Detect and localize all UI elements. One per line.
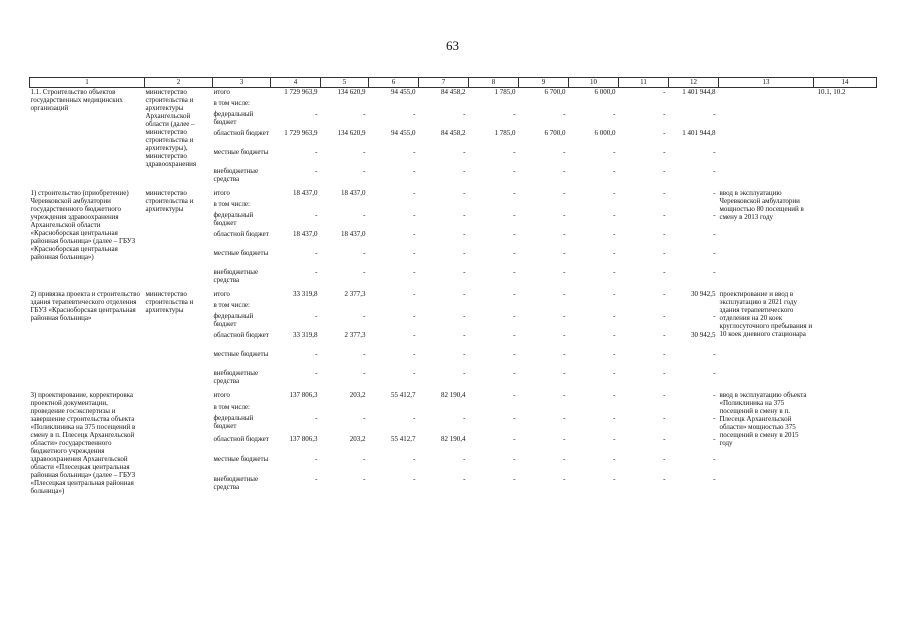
indicator-link bbox=[814, 391, 877, 495]
amount-cell: - bbox=[563, 230, 566, 238]
amount-cell: - bbox=[613, 369, 616, 377]
table-row bbox=[30, 290, 877, 301]
amount-cell: - bbox=[663, 434, 666, 443]
amount-cell: - bbox=[315, 474, 318, 483]
amount-cell: - bbox=[713, 211, 716, 219]
amount-cell: - bbox=[713, 369, 716, 377]
amount-cell: - bbox=[563, 290, 566, 298]
funding-source: внебюджетные средства bbox=[213, 369, 259, 385]
activity-name: 3) проектирование, корректировка проектной документации, проведение госэкспертизы и завершение строительства объекта «Поликлиника на 375 посещений в смену в п. Плесецк Архангельской области» государственного бюджетного учреждения здравоохранения Архангельской области «Плесецкая центральная районная больница» (далее – ГБУЗ «Плесецкая центральная районная больница») bbox=[30, 391, 136, 495]
amount-cell: - bbox=[315, 454, 318, 463]
amount-cell: - bbox=[663, 331, 666, 339]
amount-cell: - bbox=[713, 167, 716, 175]
amount-cell: - bbox=[315, 414, 318, 423]
amount-cell: - bbox=[663, 290, 666, 298]
amount-cell: - bbox=[713, 474, 716, 483]
funding-source: в том числе: bbox=[213, 99, 250, 107]
amount-cell: 137 806,3 bbox=[289, 391, 318, 399]
amount-cell: - bbox=[513, 391, 516, 399]
amount-cell: - bbox=[713, 268, 716, 276]
amount-cell: - bbox=[315, 249, 318, 257]
indicator-link bbox=[814, 189, 877, 287]
amount-cell: - bbox=[513, 350, 516, 358]
amount-cell: - bbox=[413, 312, 416, 320]
column-header: 3 bbox=[213, 78, 271, 88]
column-header: 11 bbox=[619, 78, 669, 88]
amount-cell: 203,2 bbox=[349, 434, 366, 443]
amount-cell bbox=[271, 200, 321, 211]
amount-cell bbox=[321, 200, 369, 211]
amount-cell: - bbox=[613, 268, 616, 276]
amount-cell: - bbox=[463, 350, 466, 358]
amount-cell: - bbox=[613, 414, 616, 423]
amount-cell: - bbox=[613, 350, 616, 358]
amount-cell bbox=[619, 99, 669, 110]
amount-cell bbox=[669, 403, 719, 415]
amount-cell bbox=[369, 200, 419, 211]
amount-cell: - bbox=[563, 414, 566, 423]
funding-source: внебюджетные средства bbox=[213, 167, 259, 183]
amount-cell: - bbox=[613, 434, 616, 443]
amount-cell: - bbox=[563, 189, 566, 197]
table-row bbox=[30, 391, 877, 403]
amount-cell: - bbox=[563, 167, 566, 175]
amount-cell: - bbox=[463, 312, 466, 320]
amount-cell: 2 377,3 bbox=[344, 331, 366, 339]
amount-cell: - bbox=[463, 110, 466, 118]
column-header: 14 bbox=[814, 78, 877, 88]
amount-cell bbox=[619, 301, 669, 312]
funding-source: внебюджетные средства bbox=[213, 474, 259, 491]
expected-result: ввод в эксплуатацию объекта «Поликлиника на 375 посещений в смену в п. Плесецк Архангельской области» мощностью 375 посещений в смену в 2015 году bbox=[719, 391, 807, 447]
amount-cell: - bbox=[663, 211, 666, 219]
amount-cell bbox=[321, 301, 369, 312]
amount-cell: 82 190,4 bbox=[441, 434, 466, 443]
page-number: 63 bbox=[446, 38, 459, 53]
amount-cell: - bbox=[613, 167, 616, 175]
amount-cell: 1 785,0 bbox=[494, 88, 516, 96]
amount-cell: - bbox=[613, 189, 616, 197]
amount-cell: - bbox=[315, 211, 318, 219]
amount-cell: - bbox=[413, 211, 416, 219]
amount-cell: - bbox=[463, 268, 466, 276]
amount-cell: - bbox=[413, 350, 416, 358]
amount-cell: - bbox=[363, 110, 366, 118]
amount-cell: - bbox=[663, 391, 666, 399]
amount-cell bbox=[321, 99, 369, 110]
amount-cell bbox=[369, 301, 419, 312]
amount-cell: 33 319,8 bbox=[293, 290, 318, 298]
amount-cell: - bbox=[563, 268, 566, 276]
amount-cell: - bbox=[563, 211, 566, 219]
executor: министерство строительства и архитектуры bbox=[145, 290, 194, 314]
executor: министерство строительства и архитектуры Архангельской области (далее – министерство строительства и архитектуры), министерство здравоохранения bbox=[145, 88, 197, 168]
column-header: 10 bbox=[569, 78, 619, 88]
funding-source: итого bbox=[213, 391, 230, 399]
amount-cell: - bbox=[315, 369, 318, 377]
amount-cell: 6 000,0 bbox=[594, 88, 616, 96]
column-header: 2 bbox=[145, 78, 213, 88]
amount-cell: 18 437,0 bbox=[293, 230, 318, 238]
funding-source: федеральный бюджет bbox=[213, 312, 254, 328]
amount-cell: - bbox=[363, 268, 366, 276]
amount-cell: - bbox=[463, 230, 466, 238]
header-row bbox=[30, 78, 877, 88]
amount-cell: - bbox=[613, 331, 616, 339]
amount-cell: 55 412,7 bbox=[391, 391, 416, 399]
amount-cell: - bbox=[663, 110, 666, 118]
amount-cell: - bbox=[613, 148, 616, 156]
amount-cell: - bbox=[513, 189, 516, 197]
column-header: 12 bbox=[669, 78, 719, 88]
amount-cell: - bbox=[463, 454, 466, 463]
amount-cell: - bbox=[613, 110, 616, 118]
amount-cell: - bbox=[563, 369, 566, 377]
funding-source: местные бюджеты bbox=[213, 249, 269, 257]
amount-cell: - bbox=[563, 454, 566, 463]
amount-cell: - bbox=[463, 211, 466, 219]
amount-cell bbox=[669, 99, 719, 110]
amount-cell: - bbox=[413, 474, 416, 483]
amount-cell: - bbox=[563, 474, 566, 483]
column-header: 5 bbox=[321, 78, 369, 88]
funding-source: областной бюджет bbox=[213, 230, 269, 238]
amount-cell bbox=[419, 403, 469, 415]
amount-cell bbox=[669, 301, 719, 312]
amount-cell: - bbox=[713, 391, 716, 399]
amount-cell bbox=[619, 403, 669, 415]
amount-cell: - bbox=[713, 454, 716, 463]
funding-source: итого bbox=[213, 189, 230, 197]
program-table bbox=[29, 77, 877, 498]
amount-cell: - bbox=[413, 268, 416, 276]
funding-source: итого bbox=[213, 290, 230, 298]
expected-result bbox=[719, 88, 814, 187]
amount-cell: - bbox=[463, 249, 466, 257]
amount-cell: - bbox=[713, 189, 716, 197]
amount-cell: - bbox=[713, 249, 716, 257]
executor bbox=[145, 391, 213, 495]
table-row bbox=[30, 88, 877, 100]
amount-cell: 134 620,9 bbox=[337, 88, 366, 96]
funding-source: итого bbox=[213, 88, 230, 96]
expected-result: ввод в эксплуатацию Черевковской амбулатории мощностью 80 посещений в смену в 2013 году bbox=[719, 189, 804, 221]
amount-cell: - bbox=[463, 369, 466, 377]
amount-cell: - bbox=[563, 249, 566, 257]
amount-cell: - bbox=[413, 189, 416, 197]
amount-cell bbox=[569, 99, 619, 110]
executor: министерство строительства и архитектуры bbox=[145, 189, 194, 213]
amount-cell: 30 942,5 bbox=[691, 290, 716, 298]
activity-name: 1.1. Строительство объектов государственных медицинских организаций bbox=[30, 88, 123, 112]
amount-cell: 203,2 bbox=[349, 391, 366, 399]
amount-cell: - bbox=[663, 369, 666, 377]
amount-cell: - bbox=[513, 268, 516, 276]
column-header: 6 bbox=[369, 78, 419, 88]
funding-source: областной бюджет bbox=[213, 434, 269, 443]
amount-cell: - bbox=[513, 312, 516, 320]
amount-cell: - bbox=[613, 230, 616, 238]
amount-cell bbox=[469, 200, 519, 211]
amount-cell: - bbox=[413, 230, 416, 238]
amount-cell: - bbox=[463, 474, 466, 483]
funding-source: федеральный бюджет bbox=[213, 110, 254, 126]
amount-cell bbox=[569, 301, 619, 312]
amount-cell: - bbox=[363, 414, 366, 423]
amount-cell: - bbox=[363, 474, 366, 483]
amount-cell: - bbox=[413, 369, 416, 377]
gap-cell bbox=[30, 495, 877, 498]
amount-cell: 6 700,0 bbox=[544, 88, 566, 96]
amount-cell: - bbox=[513, 249, 516, 257]
amount-cell: - bbox=[563, 148, 566, 156]
amount-cell: - bbox=[413, 167, 416, 175]
amount-cell: - bbox=[513, 290, 516, 298]
amount-cell: - bbox=[663, 350, 666, 358]
amount-cell: - bbox=[363, 350, 366, 358]
amount-cell: 18 437,0 bbox=[341, 230, 366, 238]
amount-cell: - bbox=[513, 148, 516, 156]
amount-cell: - bbox=[463, 331, 466, 339]
amount-cell: - bbox=[613, 391, 616, 399]
amount-cell: - bbox=[713, 414, 716, 423]
amount-cell: 6 700,0 bbox=[544, 129, 566, 137]
amount-cell: - bbox=[663, 249, 666, 257]
amount-cell: - bbox=[315, 148, 318, 156]
amount-cell: - bbox=[613, 454, 616, 463]
funding-source: областной бюджет bbox=[213, 129, 269, 137]
amount-cell: - bbox=[563, 110, 566, 118]
amount-cell bbox=[369, 99, 419, 110]
funding-source: федеральный бюджет bbox=[213, 211, 254, 227]
amount-cell: - bbox=[713, 230, 716, 238]
amount-cell bbox=[271, 403, 321, 415]
amount-cell: - bbox=[315, 312, 318, 320]
funding-source: местные бюджеты bbox=[213, 350, 269, 358]
indicator-link: 10.1, 10.2 bbox=[817, 88, 846, 96]
amount-cell: 18 437,0 bbox=[341, 189, 366, 197]
activity-name: 2) привязка проекта и строительство здания терапевтического отделения ГБУЗ «Красноборская центральная районная больница» bbox=[30, 290, 140, 322]
amount-cell: 55 412,7 bbox=[391, 434, 416, 443]
amount-cell: - bbox=[513, 167, 516, 175]
amount-cell bbox=[519, 301, 569, 312]
funding-source: местные бюджеты bbox=[213, 454, 269, 463]
column-header: 9 bbox=[519, 78, 569, 88]
amount-cell: 82 190,4 bbox=[441, 391, 466, 399]
column-header: 7 bbox=[419, 78, 469, 88]
amount-cell: 1 401 944,8 bbox=[682, 129, 716, 137]
amount-cell bbox=[569, 200, 619, 211]
amount-cell: - bbox=[513, 110, 516, 118]
amount-cell: - bbox=[563, 312, 566, 320]
amount-cell bbox=[419, 99, 469, 110]
amount-cell bbox=[271, 99, 321, 110]
column-header: 1 bbox=[30, 78, 145, 88]
amount-cell: - bbox=[663, 129, 666, 137]
amount-cell: 6 000,0 bbox=[594, 129, 616, 137]
funding-source: в том числе: bbox=[213, 402, 250, 411]
amount-cell: - bbox=[613, 211, 616, 219]
amount-cell: - bbox=[363, 249, 366, 257]
amount-cell: - bbox=[513, 211, 516, 219]
amount-cell: - bbox=[363, 148, 366, 156]
amount-cell: - bbox=[315, 268, 318, 276]
amount-cell bbox=[619, 200, 669, 211]
amount-cell: - bbox=[713, 350, 716, 358]
amount-cell: 1 401 944,8 bbox=[682, 88, 716, 96]
amount-cell: - bbox=[513, 454, 516, 463]
amount-cell: - bbox=[363, 167, 366, 175]
amount-cell: - bbox=[613, 290, 616, 298]
amount-cell: - bbox=[663, 474, 666, 483]
amount-cell: - bbox=[413, 414, 416, 423]
amount-cell: - bbox=[413, 249, 416, 257]
amount-cell: - bbox=[713, 148, 716, 156]
amount-cell: 137 806,3 bbox=[289, 434, 318, 443]
amount-cell: - bbox=[513, 474, 516, 483]
amount-cell: - bbox=[663, 454, 666, 463]
amount-cell: - bbox=[513, 434, 516, 443]
amount-cell: - bbox=[663, 230, 666, 238]
amount-cell bbox=[419, 200, 469, 211]
amount-cell bbox=[369, 403, 419, 415]
amount-cell bbox=[469, 403, 519, 415]
amount-cell: - bbox=[413, 331, 416, 339]
funding-source: в том числе: bbox=[213, 200, 250, 208]
amount-cell bbox=[469, 99, 519, 110]
amount-cell: - bbox=[463, 167, 466, 175]
funding-source: федеральный бюджет bbox=[213, 414, 254, 431]
amount-cell: - bbox=[713, 110, 716, 118]
indicator-link bbox=[814, 290, 877, 388]
amount-cell: - bbox=[363, 312, 366, 320]
amount-cell: - bbox=[363, 369, 366, 377]
amount-cell: - bbox=[513, 369, 516, 377]
funding-source: областной бюджет bbox=[213, 331, 269, 339]
funding-source: внебюджетные средства bbox=[213, 268, 259, 284]
amount-cell: - bbox=[413, 290, 416, 298]
amount-cell: - bbox=[663, 414, 666, 423]
amount-cell bbox=[469, 301, 519, 312]
amount-cell: - bbox=[563, 331, 566, 339]
amount-cell bbox=[569, 403, 619, 415]
amount-cell: - bbox=[513, 230, 516, 238]
amount-cell: - bbox=[613, 249, 616, 257]
amount-cell: - bbox=[315, 350, 318, 358]
funding-source: в том числе: bbox=[213, 301, 250, 309]
amount-cell: - bbox=[663, 88, 666, 96]
amount-cell: - bbox=[413, 110, 416, 118]
amount-cell: 33 319,8 bbox=[293, 331, 318, 339]
amount-cell: - bbox=[463, 414, 466, 423]
amount-cell bbox=[519, 99, 569, 110]
amount-cell: - bbox=[663, 268, 666, 276]
amount-cell: 1 785,0 bbox=[494, 129, 516, 137]
amount-cell: 134 620,9 bbox=[337, 129, 366, 137]
amount-cell: - bbox=[613, 312, 616, 320]
amount-cell bbox=[419, 301, 469, 312]
column-header: 13 bbox=[719, 78, 814, 88]
activity-name: 1) строительство (приобретение) Черевковской амбулатории государственного бюджетного учреждения здравоохранения Архангельской области «Красноборская центральная районная больница» (далее – ГБУЗ «Красноборская центральная районная больница») bbox=[30, 189, 136, 261]
amount-cell: - bbox=[363, 454, 366, 463]
amount-cell bbox=[271, 301, 321, 312]
amount-cell: - bbox=[663, 148, 666, 156]
amount-cell: - bbox=[413, 148, 416, 156]
amount-cell bbox=[669, 200, 719, 211]
expected-result: проектирование и ввод в эксплуатацию в 2021 году здания терапевтического отделения на 20 коек круглосуточного пребывания и 10 коек дневного стационара bbox=[719, 290, 813, 338]
amount-cell: - bbox=[463, 148, 466, 156]
amount-cell: - bbox=[315, 110, 318, 118]
amount-cell: - bbox=[613, 474, 616, 483]
amount-cell: - bbox=[563, 350, 566, 358]
amount-cell: - bbox=[663, 312, 666, 320]
amount-cell: - bbox=[663, 167, 666, 175]
amount-cell: - bbox=[713, 312, 716, 320]
amount-cell: 94 455,0 bbox=[391, 88, 416, 96]
amount-cell bbox=[519, 403, 569, 415]
amount-cell: - bbox=[513, 331, 516, 339]
amount-cell: - bbox=[363, 211, 366, 219]
amount-cell: - bbox=[563, 391, 566, 399]
amount-cell: - bbox=[513, 414, 516, 423]
table-row bbox=[30, 189, 877, 200]
section-gap bbox=[30, 495, 877, 498]
amount-cell: - bbox=[563, 434, 566, 443]
amount-cell: 84 458,2 bbox=[441, 88, 466, 96]
amount-cell bbox=[321, 403, 369, 415]
funding-source: местные бюджеты bbox=[213, 148, 269, 156]
amount-cell: 94 455,0 bbox=[391, 129, 416, 137]
column-header: 4 bbox=[271, 78, 321, 88]
amount-cell: 2 377,3 bbox=[344, 290, 366, 298]
amount-cell: - bbox=[463, 189, 466, 197]
amount-cell: 84 458,2 bbox=[441, 129, 466, 137]
amount-cell: - bbox=[315, 167, 318, 175]
amount-cell: 18 437,0 bbox=[293, 189, 318, 197]
amount-cell: - bbox=[713, 434, 716, 443]
column-header: 8 bbox=[469, 78, 519, 88]
amount-cell: 1 729 963,9 bbox=[284, 88, 318, 96]
amount-cell: 1 729 963,9 bbox=[284, 129, 318, 137]
amount-cell: - bbox=[413, 454, 416, 463]
amount-cell bbox=[519, 200, 569, 211]
amount-cell: 30 942,5 bbox=[691, 331, 716, 339]
amount-cell: - bbox=[663, 189, 666, 197]
amount-cell: - bbox=[463, 290, 466, 298]
